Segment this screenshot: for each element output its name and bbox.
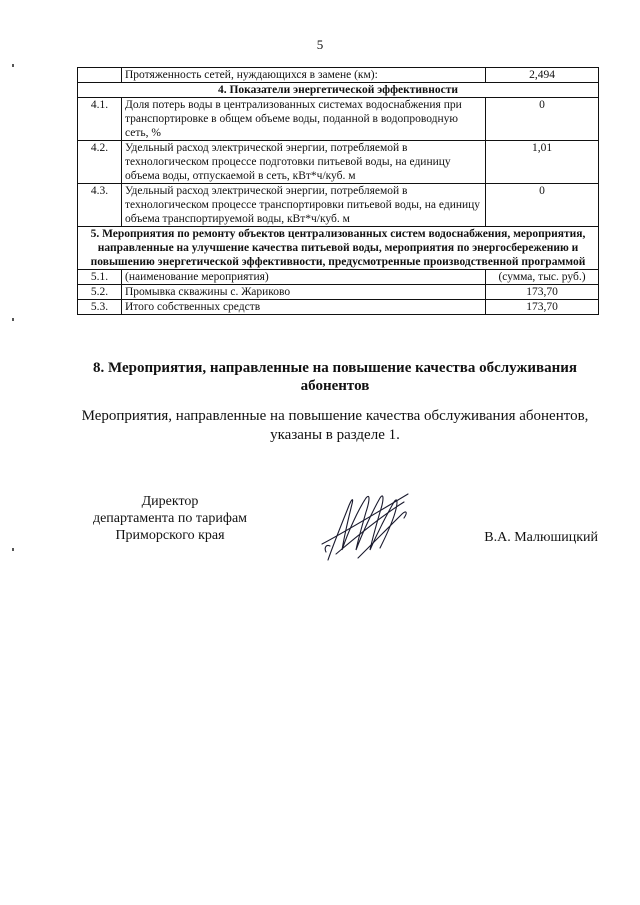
table-row bbox=[78, 184, 599, 227]
row-number: 5.2. bbox=[78, 285, 122, 300]
row-number bbox=[78, 68, 122, 83]
handwritten-signature bbox=[318, 488, 418, 566]
row-number: 4.3. bbox=[78, 184, 122, 227]
row-value: 0 bbox=[486, 184, 599, 227]
scan-mark bbox=[12, 64, 14, 67]
director-title bbox=[60, 493, 280, 544]
row-text: Протяженность сетей, нуждающихся в замене (км): bbox=[122, 68, 486, 83]
row-text: Промывка скважины с. Жариково bbox=[122, 285, 486, 300]
director-line: Директор bbox=[141, 494, 199, 509]
section-4-title: 4. Показатели энергетической эффективности bbox=[78, 83, 599, 98]
page-number: 5 bbox=[316, 37, 324, 52]
row-text: Итого собственных средств bbox=[122, 300, 486, 315]
section-header-row bbox=[78, 83, 599, 98]
row-number: 5.1. bbox=[78, 270, 122, 285]
table-row bbox=[78, 141, 599, 184]
row-value: 1,01 bbox=[486, 141, 599, 184]
row-text: Доля потерь воды в централизованных системах водоснабжения при транспортировке в общем объеме воды, поданной в водопроводную сеть, % bbox=[122, 98, 486, 141]
table-row bbox=[78, 285, 599, 300]
table-row bbox=[78, 270, 599, 285]
row-text: Удельный расход электрической энергии, потребляемой в технологическом процессе подготовки питьевой воды, на единицу объема воды, отпускаемой в сеть, кВт*ч/куб. м bbox=[122, 141, 486, 184]
section-8-heading: 8. Мероприятия, направленные на повышение качества обслуживания абонентов bbox=[92, 360, 577, 394]
row-text: Удельный расход электрической энергии, потребляемой в технологическом процессе транспортировки питьевой воды, на единицу объема транспортируемой воды, кВт*ч/куб. м bbox=[122, 184, 486, 227]
indicators-table bbox=[77, 67, 599, 315]
table-row bbox=[78, 300, 599, 315]
row-value: (сумма, тыс. руб.) bbox=[486, 270, 599, 285]
row-value: 2,494 bbox=[486, 68, 599, 83]
row-number: 4.2. bbox=[78, 141, 122, 184]
scan-mark bbox=[12, 548, 14, 551]
row-value: 0 bbox=[486, 98, 599, 141]
row-number: 4.1. bbox=[78, 98, 122, 141]
scan-mark bbox=[12, 318, 14, 321]
row-number: 5.3. bbox=[78, 300, 122, 315]
table-row bbox=[78, 98, 599, 141]
section-8-paragraph: Мероприятия, направленные на повышение качества обслуживания абонентов, указаны в разделе 1. bbox=[81, 408, 589, 443]
director-line: департамента по тарифам bbox=[92, 511, 248, 526]
row-text: (наименование мероприятия) bbox=[122, 270, 486, 285]
table-row bbox=[78, 68, 599, 83]
director-line: Приморского края bbox=[115, 528, 225, 543]
section-header-row bbox=[78, 227, 599, 270]
row-value: 173,70 bbox=[486, 285, 599, 300]
signer-name: В.А. Малюшицкий bbox=[484, 530, 598, 545]
section-5-title: 5. Мероприятия по ремонту объектов централизованных систем водоснабжения, мероприятия, направленные на улучшение качества питьевой воды, мероприятия по энергосбережению и повышению энергетической эффективности, предусмотренные производственной программой bbox=[78, 227, 599, 270]
row-value: 173,70 bbox=[486, 300, 599, 315]
